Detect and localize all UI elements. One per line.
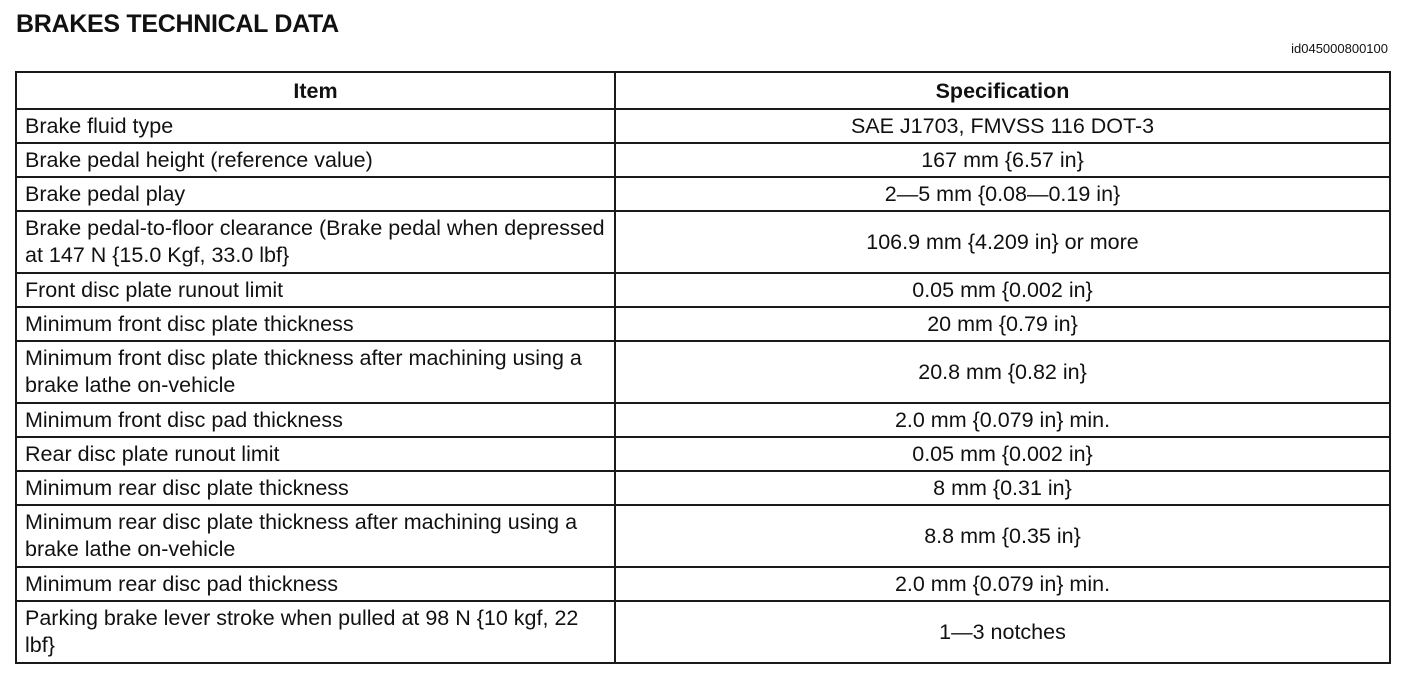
table-header-row: [16, 72, 1390, 109]
table-row: [16, 403, 1390, 437]
table-row: [16, 567, 1390, 601]
table-row: [16, 437, 1390, 471]
table-row: [16, 341, 1390, 403]
item-cell: Minimum front disc plate thickness: [16, 307, 615, 341]
spec-cell: 1—3 notches: [615, 601, 1390, 663]
column-header-item: Item: [16, 72, 615, 109]
table-row: [16, 273, 1390, 307]
table-row: [16, 601, 1390, 663]
spec-cell: 167 mm {6.57 in}: [615, 143, 1390, 177]
spec-cell: 8.8 mm {0.35 in}: [615, 505, 1390, 567]
technical-data-table: [15, 71, 1391, 664]
item-cell: Brake pedal height (reference value): [16, 143, 615, 177]
item-cell: Minimum front disc plate thickness after machining using a brake lathe on-vehicle: [16, 341, 615, 403]
spec-cell: 0.05 mm {0.002 in}: [615, 437, 1390, 471]
table-row: [16, 211, 1390, 273]
spec-cell: SAE J1703, FMVSS 116 DOT-3: [615, 109, 1390, 143]
document-id: id045000800100: [1291, 41, 1388, 56]
table-row: [16, 307, 1390, 341]
item-cell: Parking brake lever stroke when pulled at 98 N {10 kgf, 22 lbf}: [16, 601, 615, 663]
spec-cell: 2.0 mm {0.079 in} min.: [615, 403, 1390, 437]
spec-cell: 2—5 mm {0.08—0.19 in}: [615, 177, 1390, 211]
spec-cell: 2.0 mm {0.079 in} min.: [615, 567, 1390, 601]
item-cell: Brake pedal play: [16, 177, 615, 211]
item-cell: Minimum rear disc plate thickness after machining using a brake lathe on-vehicle: [16, 505, 615, 567]
table-row: [16, 109, 1390, 143]
item-cell: Minimum rear disc plate thickness: [16, 471, 615, 505]
item-cell: Brake pedal-to-floor clearance (Brake pedal when depressed at 147 N {15.0 Kgf, 33.0 lbf}: [16, 211, 615, 273]
spec-cell: 8 mm {0.31 in}: [615, 471, 1390, 505]
table-row: [16, 471, 1390, 505]
table-row: [16, 177, 1390, 211]
item-cell: Minimum front disc pad thickness: [16, 403, 615, 437]
item-cell: Rear disc plate runout limit: [16, 437, 615, 471]
item-cell: Front disc plate runout limit: [16, 273, 615, 307]
item-cell: Minimum rear disc pad thickness: [16, 567, 615, 601]
spec-cell: 20 mm {0.79 in}: [615, 307, 1390, 341]
spec-cell: 20.8 mm {0.82 in}: [615, 341, 1390, 403]
column-header-specification: Specification: [615, 72, 1390, 109]
page-title: BRAKES TECHNICAL DATA: [16, 10, 339, 38]
spec-cell: 106.9 mm {4.209 in} or more: [615, 211, 1390, 273]
item-cell: Brake fluid type: [16, 109, 615, 143]
spec-cell: 0.05 mm {0.002 in}: [615, 273, 1390, 307]
table-row: [16, 505, 1390, 567]
table-row: [16, 143, 1390, 177]
